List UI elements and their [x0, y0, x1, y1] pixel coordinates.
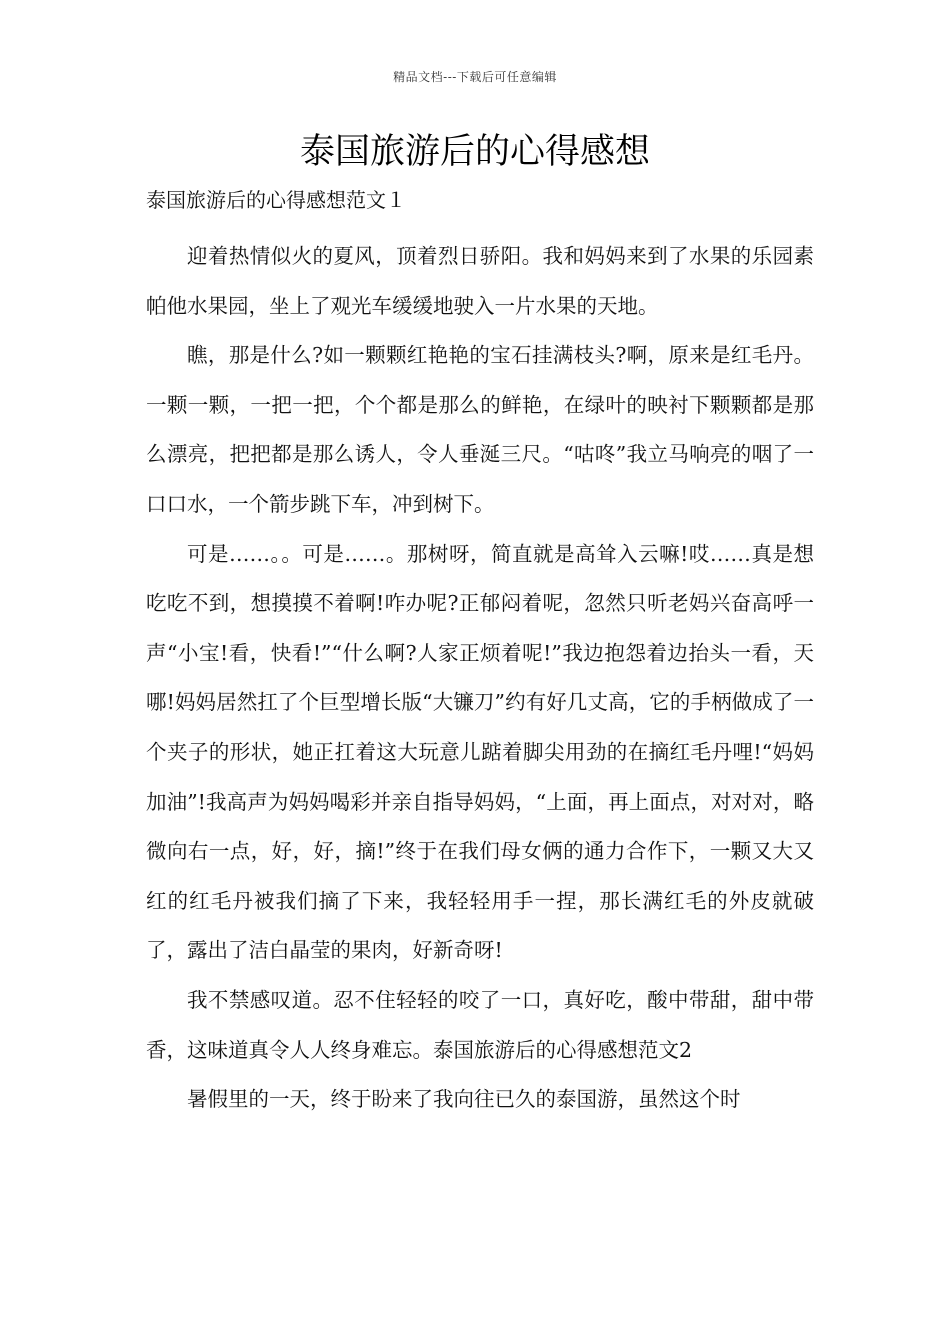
header-note: 精品文档---下载后可任意编辑 [393, 70, 557, 84]
section-subtitle: 泰国旅游后的心得感想范文１ [146, 188, 406, 212]
paragraph: 可是……。。可是……。那树呀，简直就是高耸入云嘛!哎……真是想吃吃不到，想摸摸不着啊!咋办呢?正郁闷着呢，忽然只听老妈兴奋高呼一声“小宝!看，快看!”“什么啊?人家正烦着呢!”我边抱怨着边抬头一看，天哪!妈妈居然扛了个巨型增长版“大镰刀”约有好几丈高，它的手柄做成了一个夹子的形状，她正扛着这大玩意儿踮着脚尖用劲的在摘红毛丹哩!“妈妈加油”!我高声为妈妈喝彩并亲自指导妈妈，“上面，再上面点，对对对，略微向右一点，好，好，摘!”终于在我们母女俩的通力合作下，一颗又大又红的红毛丹被我们摘了下来，我轻轻用手一捏，那长满红毛的外皮就破了，露出了洁白晶莹的果肉，好新奇呀! [146, 541, 814, 963]
document-body [146, 232, 814, 1125]
document-title: 泰国旅游后的心得感想 [299, 132, 650, 172]
paragraph: 迎着热情似火的夏风，顶着烈日骄阳。我和妈妈来到了水果的乐园素帕他水果园，坐上了观光车缓缓地驶入一片水果的天地。 [146, 244, 814, 318]
paragraph: 暑假里的一天，终于盼来了我向往已久的泰国游，虽然这个时 [187, 1087, 741, 1112]
paragraph: 我不禁感叹道。忍不住轻轻的咬了一口，真好吃，酸中带甜，甜中带香，这味道真令人人终身难忘。泰国旅游后的心得感想范文2 [146, 987, 814, 1062]
paragraph: 瞧，那是什么?如一颗颗红艳艳的宝石挂满枝头?啊，原来是红毛丹。一颗一颗，一把一把，个个都是那么的鲜艳，在绿叶的映衬下颗颗都是那么漂亮，把把都是那么诱人，令人垂涎三尺。“咕咚”我立马响亮的咽了一口口水，一个箭步跳下车，冲到树下。 [146, 343, 814, 516]
